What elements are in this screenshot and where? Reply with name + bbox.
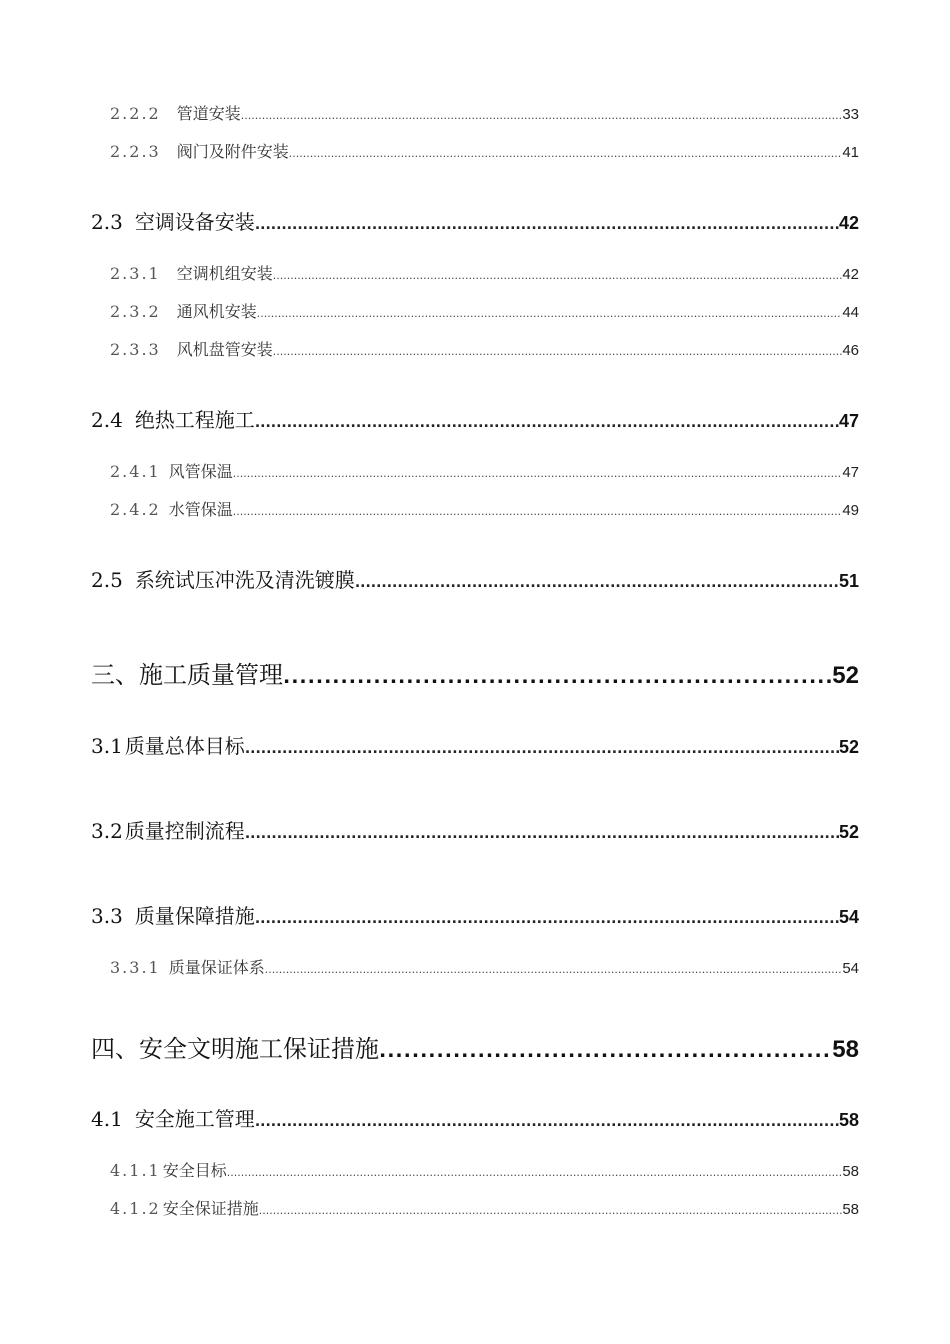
toc-number: 3.1 xyxy=(91,734,123,758)
toc-label xyxy=(110,139,289,162)
toc-label xyxy=(91,1103,255,1132)
toc-title: 空调机组安装 xyxy=(176,264,273,283)
toc-page-number: 42 xyxy=(842,266,859,283)
toc-leader xyxy=(273,269,843,282)
toc-label xyxy=(91,815,245,844)
toc-page-number: 58 xyxy=(842,1201,859,1218)
toc-title: 质量保证体系 xyxy=(168,958,265,977)
toc-title: 空调设备安装 xyxy=(134,210,255,234)
toc-page-number: 47 xyxy=(842,464,859,481)
toc-page-number: 58 xyxy=(842,1163,859,1180)
toc-number: 2.3.2 xyxy=(110,302,161,321)
toc-entry-2-3-1[interactable] xyxy=(0,261,950,284)
toc-page-number: 54 xyxy=(842,960,859,977)
toc-title: 质量保障措施 xyxy=(134,904,255,928)
toc-leader xyxy=(233,505,843,518)
toc-entry-4-1[interactable] xyxy=(0,1103,950,1132)
toc-number: 2.3 xyxy=(91,210,123,234)
toc-leader xyxy=(255,415,839,431)
toc-title: 质量总体目标 xyxy=(124,734,245,758)
toc-label xyxy=(110,299,257,322)
toc-entry-4-1-2[interactable] xyxy=(0,1196,950,1219)
toc-page-number: 52 xyxy=(832,662,859,689)
toc-number: 2.3.1 xyxy=(110,264,161,283)
toc-title: 安全目标 xyxy=(162,1161,227,1180)
toc-leader xyxy=(355,575,839,591)
toc-page-number: 47 xyxy=(838,411,859,431)
toc-label xyxy=(110,459,233,482)
toc-leader xyxy=(255,217,839,233)
toc-title: 风机盘管安装 xyxy=(176,340,273,359)
toc-entry-3-2[interactable] xyxy=(0,815,950,844)
toc-entry-3-1[interactable] xyxy=(0,730,950,759)
toc-leader xyxy=(283,666,832,688)
toc-leader xyxy=(379,1040,832,1062)
toc-leader xyxy=(245,741,839,757)
toc-title: 安全保证措施 xyxy=(162,1199,259,1218)
toc-label xyxy=(91,1029,379,1064)
toc-entry-chapter-4[interactable] xyxy=(0,1029,950,1064)
toc-leader xyxy=(265,963,843,976)
toc-leader xyxy=(257,307,843,320)
toc-entry-2-2-3[interactable] xyxy=(0,139,950,162)
toc-number: 2.4.1 xyxy=(110,462,161,481)
toc-label xyxy=(110,955,265,978)
toc-title: 风管保温 xyxy=(168,462,233,481)
toc-leader xyxy=(227,1166,843,1179)
toc-number: 2.4.2 xyxy=(110,500,161,519)
toc-label xyxy=(110,261,273,284)
toc-page-number: 58 xyxy=(832,1036,859,1063)
toc-number: 3.2 xyxy=(91,819,123,843)
toc-title: 通风机安装 xyxy=(176,302,257,321)
toc-title: 质量控制流程 xyxy=(124,819,245,843)
toc-number: 四、 xyxy=(91,1035,139,1063)
toc-entry-2-4[interactable] xyxy=(0,404,950,433)
toc-title: 阀门及附件安装 xyxy=(176,142,289,161)
toc-entry-2-4-2[interactable] xyxy=(0,497,950,520)
toc-title: 安全施工管理 xyxy=(134,1107,255,1131)
toc-leader xyxy=(259,1204,843,1217)
toc-number: 2.4 xyxy=(91,408,123,432)
toc-title: 水管保温 xyxy=(168,500,233,519)
toc-title: 安全文明施工保证措施 xyxy=(139,1035,379,1063)
toc-number: 2.5 xyxy=(91,568,123,592)
toc-number: 4.1.2 xyxy=(110,1199,161,1218)
toc-page-number: 49 xyxy=(842,502,859,519)
toc-label xyxy=(91,655,283,690)
toc-leader xyxy=(289,147,843,160)
toc-leader xyxy=(255,911,839,927)
toc-number: 4.1 xyxy=(91,1107,123,1131)
toc-number: 4.1.1 xyxy=(110,1161,161,1180)
toc-page-number: 42 xyxy=(838,213,859,233)
toc-page-number: 44 xyxy=(842,304,859,321)
toc-number: 2.2.3 xyxy=(110,142,161,161)
toc-number: 3.3 xyxy=(91,904,123,928)
toc-label xyxy=(110,101,241,124)
toc-leader xyxy=(255,1114,839,1130)
toc-entry-2-4-1[interactable] xyxy=(0,459,950,482)
toc-page-number: 51 xyxy=(838,571,859,591)
toc-number: 2.2.2 xyxy=(110,104,161,123)
toc-entry-3-3[interactable] xyxy=(0,900,950,929)
toc-entry-2-3-2[interactable] xyxy=(0,299,950,322)
toc-leader xyxy=(241,109,843,122)
toc-page-number: 33 xyxy=(842,106,859,123)
toc-entry-2-5[interactable] xyxy=(0,564,950,593)
toc-page-number: 54 xyxy=(838,907,859,927)
toc-number: 2.3.3 xyxy=(110,340,161,359)
toc-title: 施工质量管理 xyxy=(139,661,283,689)
toc-page-number: 58 xyxy=(838,1110,859,1130)
toc-title: 管道安装 xyxy=(176,104,241,123)
toc-entry-chapter-3[interactable] xyxy=(0,655,950,690)
toc-leader xyxy=(245,826,839,842)
toc-entry-4-1-1[interactable] xyxy=(0,1158,950,1181)
toc-entry-2-3-3[interactable] xyxy=(0,337,950,360)
toc-entry-2-2-2[interactable] xyxy=(0,101,950,124)
toc-page-number: 46 xyxy=(842,342,859,359)
toc-number: 三、 xyxy=(91,661,139,689)
toc-title: 绝热工程施工 xyxy=(134,408,255,432)
toc-page-number: 52 xyxy=(838,822,859,842)
toc-entry-3-3-1[interactable] xyxy=(0,955,950,978)
toc-leader xyxy=(273,345,843,358)
toc-page-number: 52 xyxy=(838,737,859,757)
toc-page-number: 41 xyxy=(842,144,859,161)
toc-title: 系统试压冲洗及清洗镀膜 xyxy=(134,568,355,592)
toc-label xyxy=(110,1158,227,1181)
toc-label xyxy=(91,564,355,593)
toc-label xyxy=(91,206,255,235)
toc-label xyxy=(91,404,255,433)
toc-label xyxy=(91,900,255,929)
toc-number: 3.3.1 xyxy=(110,958,161,977)
toc-entry-2-3[interactable] xyxy=(0,206,950,235)
toc-label xyxy=(110,337,273,360)
toc-label xyxy=(110,1196,259,1219)
toc-label xyxy=(91,730,245,759)
toc-label xyxy=(110,497,233,520)
toc-leader xyxy=(233,467,843,480)
